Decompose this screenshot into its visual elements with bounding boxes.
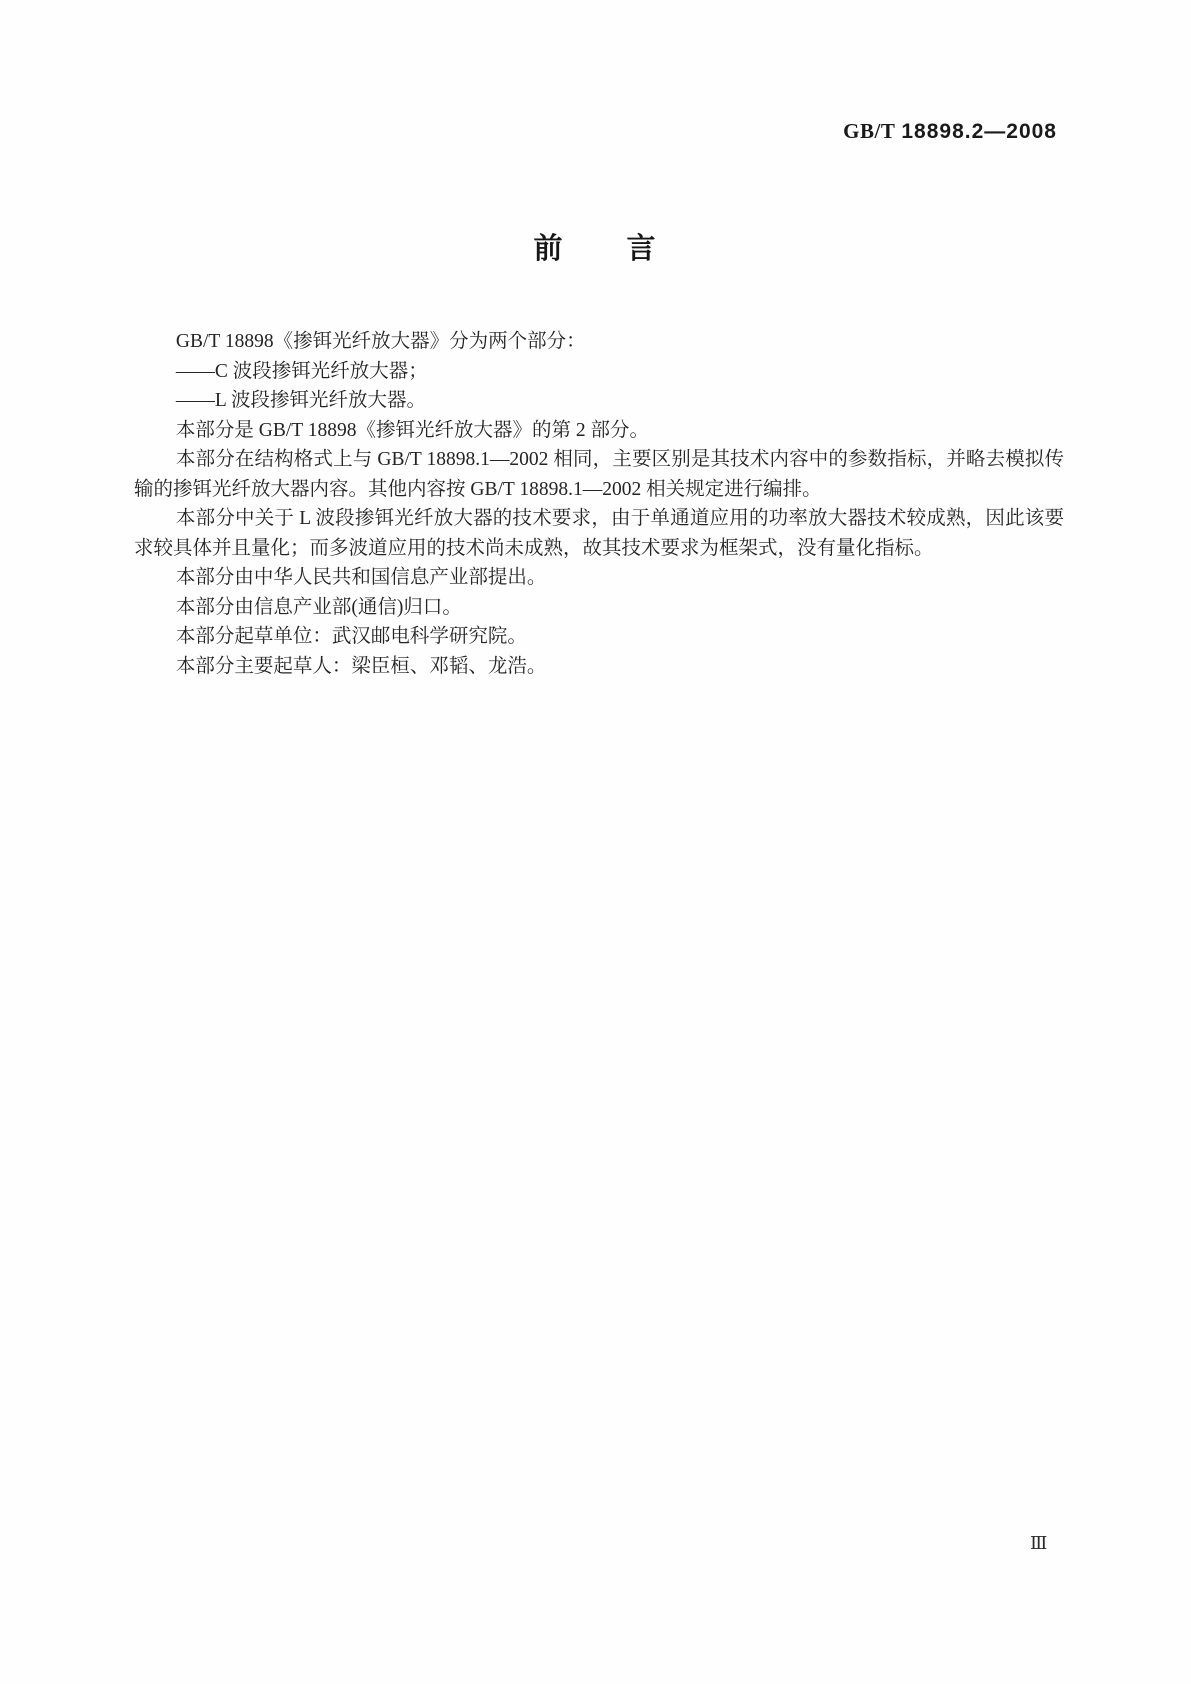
foreword-paragraph: 本部分主要起草人：梁臣桓、邓韬、龙浩。 [175, 655, 547, 677]
foreword-paragraph: 本部分起草单位：武汉邮电科学研究院。 [175, 626, 527, 647]
foreword-paragraph: GB/T 18898《掺铒光纤放大器》分为两个部分： [175, 331, 586, 352]
foreword-paragraph: 本部分由信息产业部(通信)归口。 [175, 596, 462, 618]
standard-code-header [843, 119, 1057, 144]
page-title: 前 言 [533, 233, 658, 265]
page-number: Ⅲ [1030, 1533, 1048, 1553]
foreword-paragraph: 本部分是 GB/T 18898《掺铒光纤放大器》的第 2 部分。 [175, 419, 649, 441]
foreword-paragraph: 本部分在结构格式上与 GB/T 18898.1—2002 相同，主要区别是其技术内容中的参数指标，并略去模拟传输的掺铒光纤放大器内容。其他内容按 GB/T 18898.1—2002 相关规定进行编排。 [134, 449, 1064, 500]
foreword-paragraph: ——L 波段掺铒光纤放大器。 [175, 390, 426, 411]
foreword-paragraph: ——C 波段掺铒光纤放大器； [175, 360, 428, 382]
standard-prefix: GB/T [843, 119, 896, 143]
foreword-body [134, 327, 1064, 681]
foreword-paragraph: 本部分中关于 L 波段掺铒光纤放大器的技术要求，由于单通道应用的功率放大器技术较成熟，因此该要求较具体并且量化；而多波道应用的技术尚未成熟，故其技术要求为框架式，没有量化指标。 [134, 508, 1064, 559]
standard-number: 18898.2—2008 [901, 120, 1057, 143]
foreword-paragraph: 本部分由中华人民共和国信息产业部提出。 [175, 567, 547, 588]
